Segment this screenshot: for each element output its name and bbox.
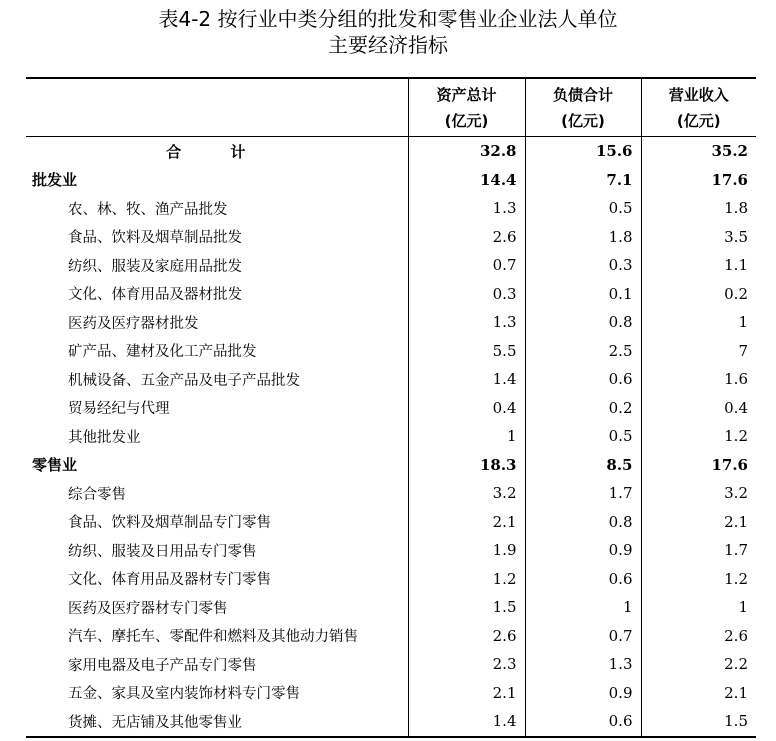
- cell-revenue: 1.7: [641, 536, 756, 565]
- cell-revenue: 17.6: [641, 166, 756, 195]
- cell-liabilities: 0.2: [525, 394, 641, 423]
- cell-liabilities: 0.5: [525, 422, 641, 451]
- cell-revenue: 1.8: [641, 194, 756, 223]
- header-assets-label: 资产总计: [436, 85, 497, 104]
- cell-revenue: 17.6: [641, 451, 756, 480]
- header-revenue-unit: (亿元): [676, 111, 721, 130]
- cell-liabilities: 0.9: [525, 679, 641, 708]
- cell-assets: 0.4: [408, 394, 525, 423]
- header-revenue-label: 营业收入: [668, 85, 729, 104]
- cell-assets: 2.1: [408, 679, 525, 708]
- cell-liabilities: 0.7: [525, 622, 641, 651]
- cell-liabilities: 0.6: [525, 365, 641, 394]
- table-row: [26, 223, 756, 252]
- row-label: 食品、饮料及烟草制品专门零售: [68, 515, 271, 532]
- cell-liabilities: 8.5: [525, 451, 641, 480]
- row-label: 批发业: [32, 171, 78, 190]
- cell-liabilities: 0.8: [525, 308, 641, 337]
- cell-liabilities: 7.1: [525, 166, 641, 195]
- cell-revenue: 0.2: [641, 280, 756, 309]
- cell-revenue: 3.2: [641, 479, 756, 508]
- cell-assets: 1.3: [408, 308, 525, 337]
- header-liabilities-unit: (亿元): [561, 111, 605, 130]
- row-label: 纺织、服装及日用品专门零售: [68, 543, 257, 560]
- cell-assets: 14.4: [408, 166, 525, 195]
- cell-revenue: 2.6: [641, 622, 756, 651]
- row-label: 综合零售: [68, 486, 126, 503]
- table-row: [26, 365, 756, 394]
- header-assets: [408, 78, 525, 137]
- cell-assets: 1.5: [408, 593, 525, 622]
- row-label: 五金、家具及室内装饰材料专门零售: [68, 686, 300, 703]
- cell-revenue: 1.1: [641, 251, 756, 280]
- cell-liabilities: 0.6: [525, 707, 641, 737]
- cell-liabilities: 1: [525, 593, 641, 622]
- row-label: 纺织、服装及家庭用品批发: [68, 258, 242, 275]
- table-row: [26, 508, 756, 537]
- cell-assets: 1.3: [408, 194, 525, 223]
- row-label: 汽车、摩托车、零配件和燃料及其他动力销售: [68, 629, 358, 646]
- cell-revenue: 1.2: [641, 422, 756, 451]
- data-table: [26, 77, 756, 738]
- table-row: [26, 166, 756, 195]
- table-row: [26, 536, 756, 565]
- row-label: 文化、体育用品及器材专门零售: [68, 572, 271, 589]
- cell-liabilities: 0.3: [525, 251, 641, 280]
- cell-assets: 2.1: [408, 508, 525, 537]
- header-liabilities-label: 负债合计: [552, 85, 613, 104]
- cell-liabilities: 1.3: [525, 650, 641, 679]
- cell-assets: 2.6: [408, 622, 525, 651]
- table-title-line2: 主要经济指标: [328, 33, 448, 57]
- cell-assets: 0.3: [408, 280, 525, 309]
- row-label: 合 计: [166, 142, 268, 161]
- table-row: [26, 280, 756, 309]
- cell-revenue: 1.5: [641, 707, 756, 737]
- row-label: 贸易经纪与代理: [68, 401, 170, 418]
- table-row: [26, 337, 756, 366]
- cell-revenue: 1: [641, 593, 756, 622]
- cell-assets: 1.9: [408, 536, 525, 565]
- cell-revenue: 0.4: [641, 394, 756, 423]
- table-row: [26, 622, 756, 651]
- cell-assets: 1.4: [408, 365, 525, 394]
- row-label: 零售业: [32, 456, 78, 475]
- table-row: [26, 422, 756, 451]
- table-row: [26, 707, 756, 737]
- cell-revenue: 2.1: [641, 679, 756, 708]
- header-blank: [26, 78, 408, 137]
- header-assets-unit: (亿元): [444, 111, 489, 130]
- header-revenue: [641, 78, 756, 137]
- row-label: 文化、体育用品及器材批发: [68, 287, 242, 304]
- table-row: [26, 251, 756, 280]
- header-liabilities: [525, 78, 641, 137]
- cell-revenue: 1.6: [641, 365, 756, 394]
- row-label: 家用电器及电子产品专门零售: [68, 657, 257, 674]
- table-row: [26, 308, 756, 337]
- row-label: 医药及医疗器材专门零售: [68, 600, 228, 617]
- cell-liabilities: 0.6: [525, 565, 641, 594]
- table-row: [26, 593, 756, 622]
- cell-liabilities: 1.7: [525, 479, 641, 508]
- cell-revenue: 35.2: [641, 137, 756, 166]
- row-label: 矿产品、建材及化工产品批发: [68, 344, 257, 361]
- row-label: 农、林、牧、渔产品批发: [68, 201, 228, 218]
- cell-revenue: 2.2: [641, 650, 756, 679]
- cell-revenue: 3.5: [641, 223, 756, 252]
- cell-assets: 1.2: [408, 565, 525, 594]
- row-label: 机械设备、五金产品及电子产品批发: [68, 372, 300, 389]
- row-label: 货摊、无店铺及其他零售业: [26, 707, 408, 737]
- cell-assets: 3.2: [408, 479, 525, 508]
- table-row: [26, 394, 756, 423]
- cell-liabilities: 0.9: [525, 536, 641, 565]
- cell-assets: 2.6: [408, 223, 525, 252]
- cell-assets: 18.3: [408, 451, 525, 480]
- cell-revenue: 7: [641, 337, 756, 366]
- cell-revenue: 1: [641, 308, 756, 337]
- header-row: [26, 78, 756, 137]
- cell-liabilities: 15.6: [525, 137, 641, 166]
- cell-liabilities: 0.1: [525, 280, 641, 309]
- cell-revenue: 1.2: [641, 565, 756, 594]
- cell-revenue: 2.1: [641, 508, 756, 537]
- cell-liabilities: 1.8: [525, 223, 641, 252]
- table-title-line1: 表4-2 按行业中类分组的批发和零售业企业法人单位: [158, 7, 618, 31]
- cell-assets: 5.5: [408, 337, 525, 366]
- table-row: [26, 679, 756, 708]
- table-row: [26, 565, 756, 594]
- row-label: 医药及医疗器材批发: [68, 315, 199, 332]
- table-row: [26, 650, 756, 679]
- row-label: 食品、饮料及烟草制品批发: [68, 230, 242, 247]
- cell-liabilities: 2.5: [525, 337, 641, 366]
- cell-assets: 1: [408, 422, 525, 451]
- table-row: [26, 451, 756, 480]
- cell-assets: 32.8: [408, 137, 525, 166]
- cell-liabilities: 0.5: [525, 194, 641, 223]
- table-row: [26, 479, 756, 508]
- cell-assets: 0.7: [408, 251, 525, 280]
- cell-assets: 2.3: [408, 650, 525, 679]
- row-label: 其他批发业: [68, 429, 141, 446]
- table-row: [26, 137, 756, 166]
- cell-liabilities: 0.8: [525, 508, 641, 537]
- table-row: [26, 194, 756, 223]
- cell-assets: 1.4: [408, 707, 525, 737]
